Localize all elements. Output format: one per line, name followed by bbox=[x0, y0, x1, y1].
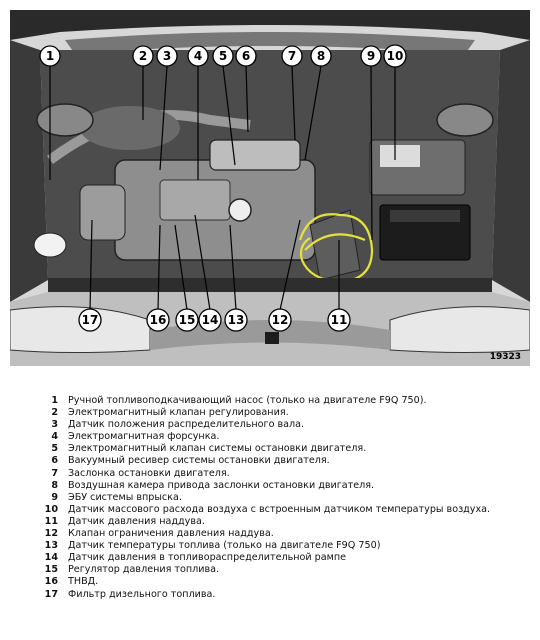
legend-number: 11 bbox=[44, 515, 58, 527]
legend-item bbox=[38, 468, 518, 480]
left-strut-top bbox=[37, 104, 93, 136]
figure-id-label: 19323 bbox=[489, 352, 521, 362]
callout-13 bbox=[225, 309, 247, 331]
callout-11 bbox=[328, 309, 350, 331]
callout-14-label: 14 bbox=[201, 313, 219, 327]
callout-4-label: 4 bbox=[193, 49, 203, 63]
legend-item bbox=[38, 516, 518, 528]
legend-text: Клапан ограничения давления наддува. bbox=[68, 528, 274, 540]
legend-item bbox=[38, 540, 518, 552]
legend-item bbox=[38, 431, 518, 443]
callout-1-label: 1 bbox=[45, 49, 55, 63]
legend-number: 10 bbox=[44, 503, 58, 515]
callout-10 bbox=[384, 45, 406, 67]
legend-number: 15 bbox=[44, 564, 58, 576]
callout-16 bbox=[147, 309, 169, 331]
legend-item bbox=[38, 480, 518, 492]
callout-2 bbox=[133, 46, 153, 66]
legend-text: Воздушная камера привода заслонки остановки двигателя. bbox=[68, 479, 375, 491]
legend-number: 3 bbox=[51, 419, 58, 431]
legend-number: 8 bbox=[51, 479, 58, 491]
callout-8-label: 8 bbox=[316, 49, 326, 63]
hood-latch bbox=[265, 332, 279, 344]
legend-item bbox=[38, 564, 518, 576]
legend-text: Электромагнитный клапан регулирования. bbox=[68, 407, 289, 419]
legend-number: 12 bbox=[44, 528, 58, 540]
front-cross-member bbox=[48, 278, 492, 292]
ecu-connector bbox=[380, 145, 420, 167]
legend-number: 7 bbox=[51, 467, 58, 479]
legend-item bbox=[38, 407, 518, 419]
air-filter-housing bbox=[80, 106, 180, 150]
callout-13-label: 13 bbox=[227, 313, 245, 327]
legend-item bbox=[38, 589, 518, 601]
legend-number: 5 bbox=[51, 443, 58, 455]
legend-number: 2 bbox=[51, 407, 58, 419]
oil-filler-cap bbox=[229, 199, 251, 221]
callout-11-label: 11 bbox=[330, 313, 348, 327]
right-strut-top bbox=[437, 104, 493, 136]
legend-text: Датчик температуры топлива (только на двигателе F9Q 750) bbox=[68, 540, 381, 552]
engine-bay-illustration bbox=[10, 10, 530, 366]
callout-7 bbox=[282, 46, 302, 66]
legend-item bbox=[38, 528, 518, 540]
legend-item bbox=[38, 455, 518, 467]
legend-text: Фильтр дизельного топлива. bbox=[68, 588, 216, 600]
callout-6 bbox=[236, 46, 256, 66]
legend-text: Датчик положения распределительного вала. bbox=[68, 419, 305, 431]
legend-text: Вакуумный ресивер системы остановки двигателя. bbox=[68, 455, 330, 467]
legend-number: 1 bbox=[51, 395, 58, 406]
callout-12 bbox=[269, 309, 291, 331]
intake-manifold bbox=[210, 140, 300, 170]
callout-4 bbox=[188, 46, 208, 66]
legend-text: Электромагнитная форсунка. bbox=[68, 431, 220, 443]
legend-item bbox=[38, 419, 518, 431]
callout-9 bbox=[361, 46, 381, 66]
callout-7-label: 7 bbox=[287, 49, 297, 63]
callout-14 bbox=[199, 309, 221, 331]
callout-6-label: 6 bbox=[241, 49, 251, 63]
callout-10-label: 10 bbox=[386, 49, 404, 63]
legend-number: 6 bbox=[51, 455, 58, 467]
legend-number: 9 bbox=[51, 491, 58, 503]
battery-top bbox=[390, 210, 460, 222]
legend-number: 14 bbox=[44, 552, 58, 564]
legend-text: Электромагнитный клапан системы остановки двигателя. bbox=[68, 443, 367, 455]
callout-17-label: 17 bbox=[81, 313, 99, 327]
legend-text: ЭБУ системы впрыска. bbox=[68, 491, 182, 503]
legend-item bbox=[38, 552, 518, 564]
fuel-filter-housing bbox=[80, 185, 125, 240]
legend-number: 17 bbox=[44, 588, 58, 600]
legend-item bbox=[38, 443, 518, 455]
legend-text: Датчик массового расхода воздуха с встроенным датчиком температуры воздуха. bbox=[68, 503, 491, 515]
callout-15 bbox=[176, 309, 198, 331]
legend-item bbox=[38, 395, 518, 407]
callout-3-label: 3 bbox=[162, 49, 172, 63]
legend-item bbox=[38, 576, 518, 588]
legend-number: 13 bbox=[44, 540, 58, 552]
callout-5-label: 5 bbox=[218, 49, 228, 63]
callout-2-label: 2 bbox=[138, 49, 148, 63]
callout-16-label: 16 bbox=[149, 313, 167, 327]
callout-1 bbox=[40, 46, 60, 66]
legend-number: 4 bbox=[51, 431, 58, 443]
legend-text: Регулятор давления топлива. bbox=[68, 564, 220, 576]
legend-text: ТНВД. bbox=[68, 576, 99, 588]
parts-legend bbox=[38, 395, 518, 601]
callout-5 bbox=[213, 46, 233, 66]
legend-text: Датчик давления наддува. bbox=[68, 515, 205, 527]
callout-17 bbox=[79, 309, 101, 331]
legend-text: Заслонка остановки двигателя. bbox=[68, 467, 230, 479]
callout-8 bbox=[311, 46, 331, 66]
legend-text: Ручной топливоподкачивающий насос (только на двигателе F9Q 750). bbox=[68, 395, 427, 406]
fuel-rail-area bbox=[160, 180, 230, 220]
callout-3 bbox=[157, 46, 177, 66]
callout-12-label: 12 bbox=[271, 313, 289, 327]
coolant-reservoir bbox=[34, 233, 66, 257]
legend-item bbox=[38, 504, 518, 516]
legend-item bbox=[38, 492, 518, 504]
callout-9-label: 9 bbox=[366, 49, 376, 63]
legend-text: Датчик давления в топливораспределительной рампе bbox=[68, 552, 347, 564]
legend-number: 16 bbox=[44, 576, 58, 588]
callout-15-label: 15 bbox=[178, 313, 196, 327]
engine-bay-drawing bbox=[10, 10, 530, 366]
